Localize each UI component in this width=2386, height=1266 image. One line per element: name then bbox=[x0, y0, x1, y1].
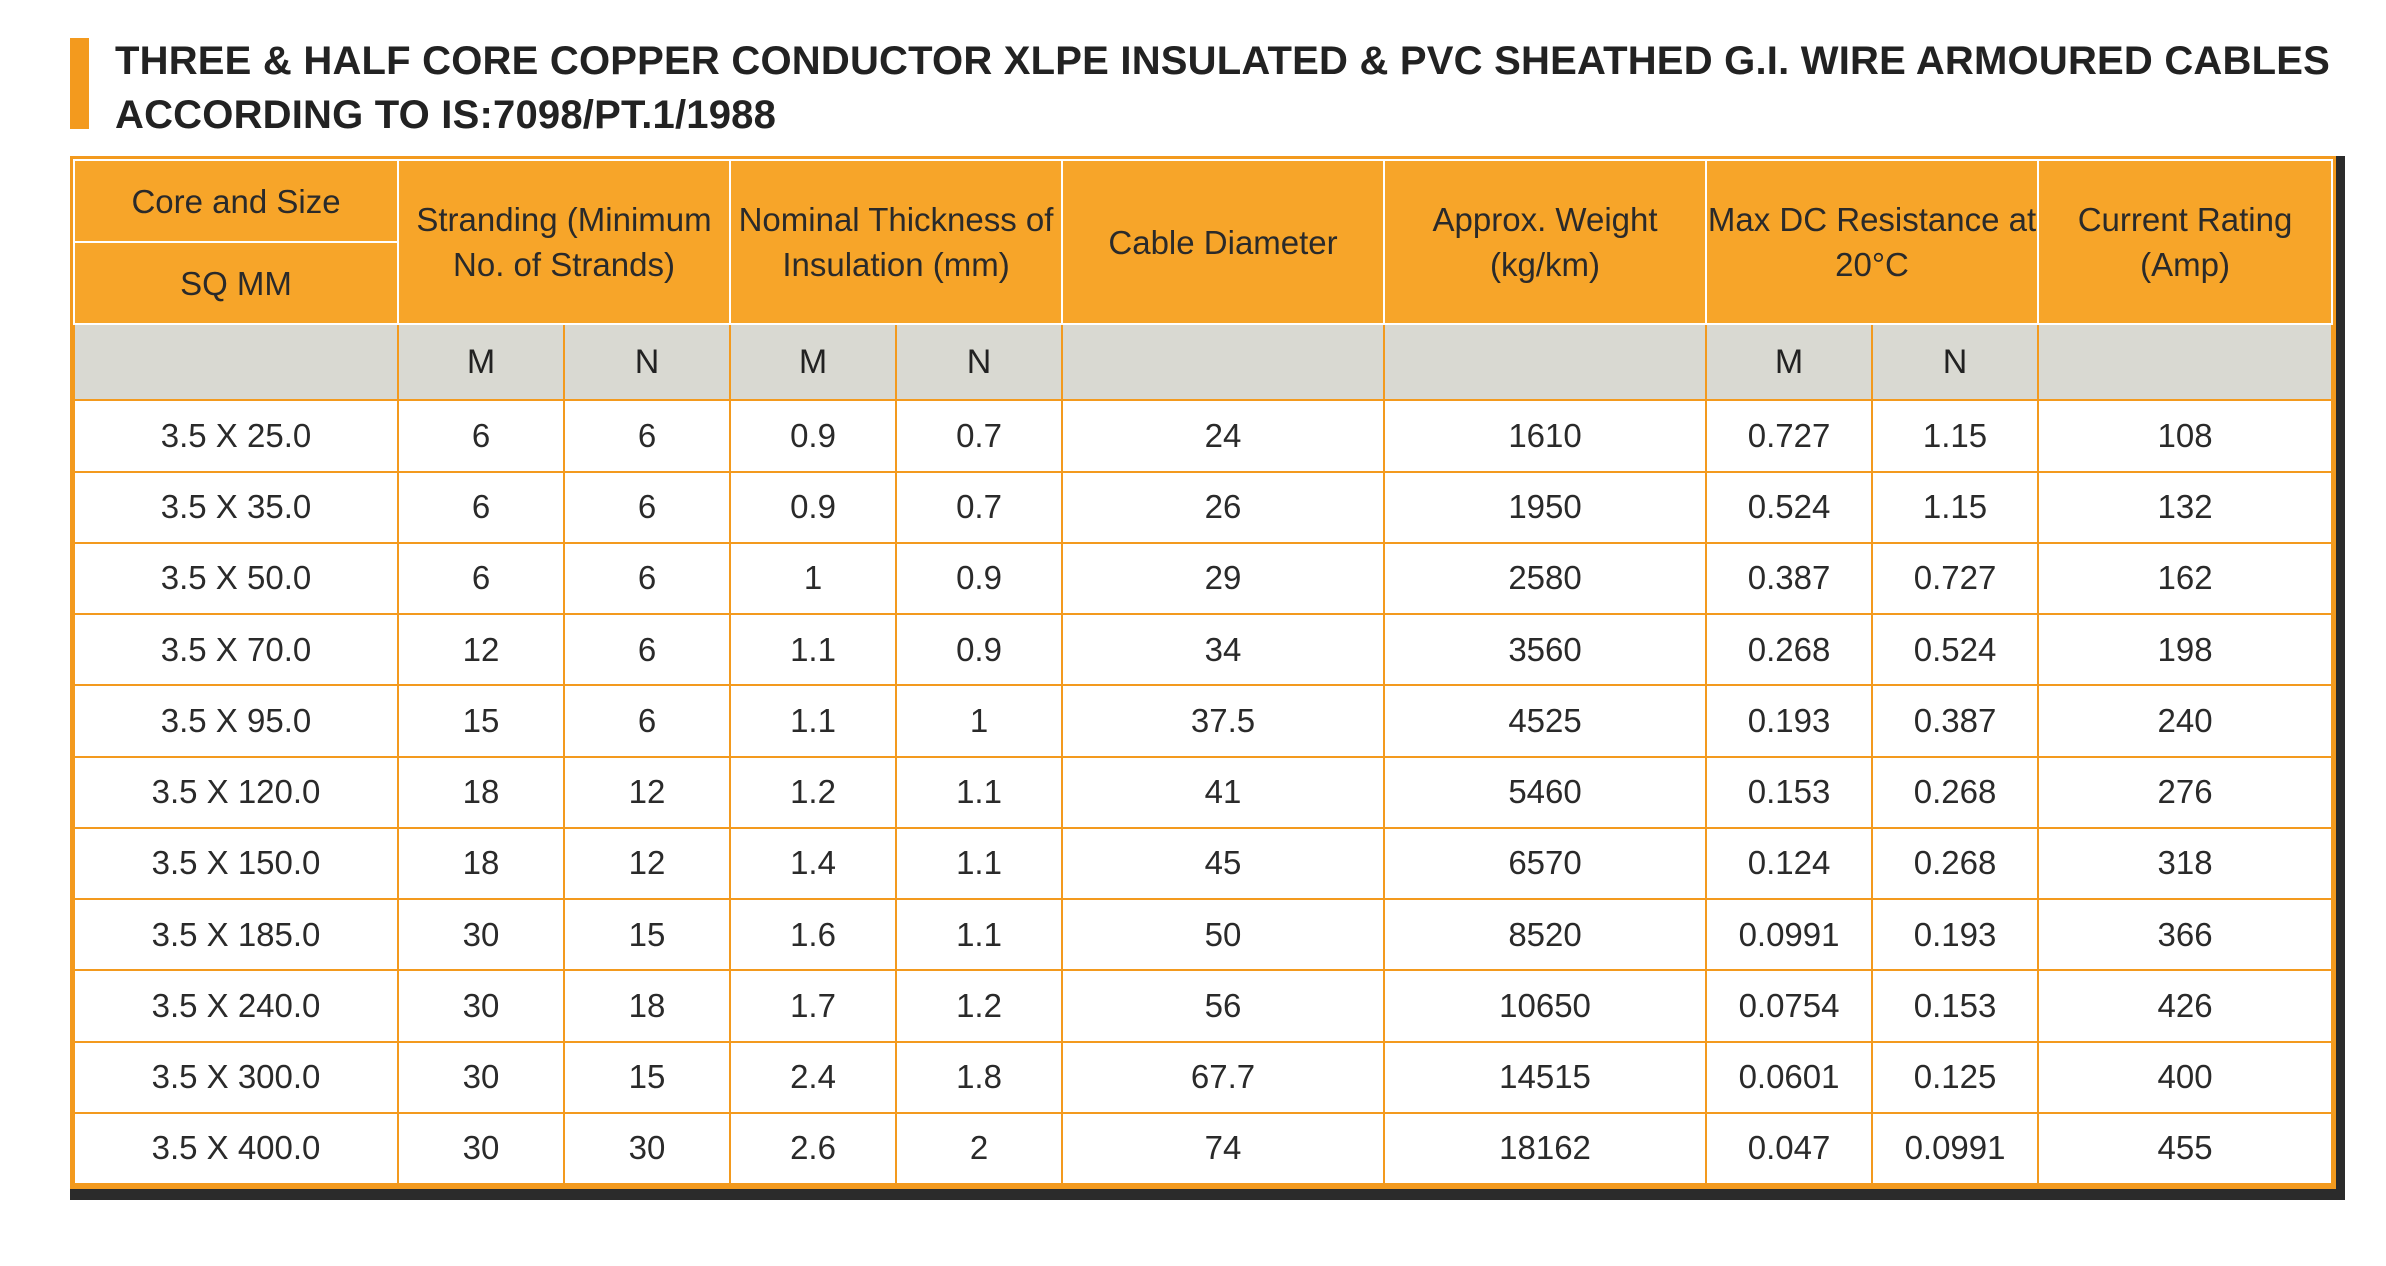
table-row bbox=[74, 828, 2332, 899]
header-current-rating: Current Rating (Amp) bbox=[2038, 160, 2332, 324]
cell-resistance-m: 0.268 bbox=[1706, 614, 1872, 685]
cell-current-rating: 132 bbox=[2038, 472, 2332, 543]
cell-stranding-n: 6 bbox=[564, 400, 730, 471]
cell-approx-weight: 1950 bbox=[1384, 472, 1706, 543]
cell-stranding-m: 18 bbox=[398, 828, 564, 899]
cell-approx-weight: 10650 bbox=[1384, 970, 1706, 1041]
cell-approx-weight: 6570 bbox=[1384, 828, 1706, 899]
cell-cable-diameter: 67.7 bbox=[1062, 1042, 1384, 1113]
header-stranding: Stranding (Minimum No. of Strands) bbox=[398, 160, 730, 324]
table-row bbox=[74, 1113, 2332, 1184]
header-core-and-size: Core and Size bbox=[74, 160, 398, 242]
subheader-empty bbox=[2038, 324, 2332, 400]
cell-insulation-m: 0.9 bbox=[730, 400, 896, 471]
cell-core-size: 3.5 X 300.0 bbox=[74, 1042, 398, 1113]
cell-current-rating: 240 bbox=[2038, 685, 2332, 756]
title-accent-bar bbox=[70, 38, 89, 129]
cell-cable-diameter: 24 bbox=[1062, 400, 1384, 471]
cell-insulation-n: 2 bbox=[896, 1113, 1062, 1184]
cell-approx-weight: 5460 bbox=[1384, 757, 1706, 828]
cell-current-rating: 426 bbox=[2038, 970, 2332, 1041]
title-line-1: THREE & HALF CORE COPPER CONDUCTOR XLPE INSULATED & PVC SHEATHED G.I. WIRE ARMOURED CABLES bbox=[115, 39, 2330, 83]
subheader-empty bbox=[1384, 324, 1706, 400]
title-line-2: ACCORDING TO IS:7098/PT.1/1988 bbox=[115, 93, 777, 137]
cell-stranding-m: 30 bbox=[398, 1042, 564, 1113]
cell-insulation-m: 2.4 bbox=[730, 1042, 896, 1113]
cell-core-size: 3.5 X 150.0 bbox=[74, 828, 398, 899]
cell-current-rating: 162 bbox=[2038, 543, 2332, 614]
cell-core-size: 3.5 X 70.0 bbox=[74, 614, 398, 685]
cell-core-size: 3.5 X 185.0 bbox=[74, 899, 398, 970]
cell-resistance-n: 1.15 bbox=[1872, 472, 2038, 543]
cell-stranding-n: 6 bbox=[564, 543, 730, 614]
header-insulation: Nominal Thickness of Insulation (mm) bbox=[730, 160, 1062, 324]
page-title bbox=[115, 34, 2330, 142]
cable-spec-table bbox=[73, 159, 2333, 1185]
cell-cable-diameter: 74 bbox=[1062, 1113, 1384, 1184]
cell-core-size: 3.5 X 25.0 bbox=[74, 400, 398, 471]
cell-insulation-m: 2.6 bbox=[730, 1113, 896, 1184]
cell-stranding-n: 15 bbox=[564, 899, 730, 970]
cell-insulation-n: 0.9 bbox=[896, 614, 1062, 685]
header-cable-diameter: Cable Diameter bbox=[1062, 160, 1384, 324]
cell-insulation-n: 1 bbox=[896, 685, 1062, 756]
cell-stranding-m: 30 bbox=[398, 970, 564, 1041]
subheader-resistance-n: N bbox=[1872, 324, 2038, 400]
cell-insulation-m: 1.1 bbox=[730, 685, 896, 756]
cell-current-rating: 276 bbox=[2038, 757, 2332, 828]
cell-stranding-m: 30 bbox=[398, 899, 564, 970]
subheader-stranding-n: N bbox=[564, 324, 730, 400]
cell-cable-diameter: 26 bbox=[1062, 472, 1384, 543]
cell-stranding-m: 18 bbox=[398, 757, 564, 828]
cell-resistance-m: 0.193 bbox=[1706, 685, 1872, 756]
cell-cable-diameter: 41 bbox=[1062, 757, 1384, 828]
cell-approx-weight: 2580 bbox=[1384, 543, 1706, 614]
cell-insulation-m: 1 bbox=[730, 543, 896, 614]
header-max-dc-resistance: Max DC Resistance at 20°C bbox=[1706, 160, 2038, 324]
table-row bbox=[74, 970, 2332, 1041]
cell-cable-diameter: 56 bbox=[1062, 970, 1384, 1041]
cell-approx-weight: 1610 bbox=[1384, 400, 1706, 471]
cell-stranding-m: 30 bbox=[398, 1113, 564, 1184]
cell-cable-diameter: 50 bbox=[1062, 899, 1384, 970]
cell-resistance-m: 0.047 bbox=[1706, 1113, 1872, 1184]
cell-stranding-n: 12 bbox=[564, 757, 730, 828]
cell-stranding-n: 12 bbox=[564, 828, 730, 899]
cell-resistance-m: 0.153 bbox=[1706, 757, 1872, 828]
cell-insulation-m: 1.7 bbox=[730, 970, 896, 1041]
cell-stranding-m: 6 bbox=[398, 472, 564, 543]
cell-cable-diameter: 45 bbox=[1062, 828, 1384, 899]
cell-resistance-m: 0.387 bbox=[1706, 543, 1872, 614]
cell-resistance-m: 0.727 bbox=[1706, 400, 1872, 471]
table-row bbox=[74, 757, 2332, 828]
cell-insulation-n: 0.7 bbox=[896, 400, 1062, 471]
cell-core-size: 3.5 X 95.0 bbox=[74, 685, 398, 756]
cell-insulation-m: 1.6 bbox=[730, 899, 896, 970]
table-row bbox=[74, 400, 2332, 471]
subheader-empty bbox=[1062, 324, 1384, 400]
cell-current-rating: 366 bbox=[2038, 899, 2332, 970]
cell-stranding-n: 6 bbox=[564, 472, 730, 543]
cell-insulation-n: 1.2 bbox=[896, 970, 1062, 1041]
table-row bbox=[74, 899, 2332, 970]
cell-stranding-n: 15 bbox=[564, 1042, 730, 1113]
cell-insulation-m: 1.1 bbox=[730, 614, 896, 685]
cell-resistance-n: 0.0991 bbox=[1872, 1113, 2038, 1184]
table-row bbox=[74, 1042, 2332, 1113]
cell-insulation-n: 1.1 bbox=[896, 899, 1062, 970]
cell-insulation-n: 0.9 bbox=[896, 543, 1062, 614]
cell-cable-diameter: 29 bbox=[1062, 543, 1384, 614]
header-approx-weight: Approx. Weight (kg/km) bbox=[1384, 160, 1706, 324]
cell-resistance-m: 0.0601 bbox=[1706, 1042, 1872, 1113]
header-sq-mm: SQ MM bbox=[74, 242, 398, 324]
subheader-insulation-m: M bbox=[730, 324, 896, 400]
table-row bbox=[74, 685, 2332, 756]
cell-resistance-m: 0.0991 bbox=[1706, 899, 1872, 970]
subheader-insulation-n: N bbox=[896, 324, 1062, 400]
cell-resistance-n: 0.268 bbox=[1872, 828, 2038, 899]
cell-resistance-n: 0.153 bbox=[1872, 970, 2038, 1041]
cell-core-size: 3.5 X 35.0 bbox=[74, 472, 398, 543]
cell-resistance-m: 0.124 bbox=[1706, 828, 1872, 899]
cell-resistance-m: 0.0754 bbox=[1706, 970, 1872, 1041]
cell-resistance-m: 0.524 bbox=[1706, 472, 1872, 543]
cell-stranding-n: 6 bbox=[564, 685, 730, 756]
cell-approx-weight: 4525 bbox=[1384, 685, 1706, 756]
cell-stranding-m: 6 bbox=[398, 400, 564, 471]
subheader-row bbox=[74, 324, 2332, 400]
table-row bbox=[74, 543, 2332, 614]
cell-current-rating: 455 bbox=[2038, 1113, 2332, 1184]
cell-core-size: 3.5 X 50.0 bbox=[74, 543, 398, 614]
cell-insulation-m: 0.9 bbox=[730, 472, 896, 543]
table-frame bbox=[70, 156, 2336, 1189]
cell-resistance-n: 0.268 bbox=[1872, 757, 2038, 828]
cell-stranding-n: 18 bbox=[564, 970, 730, 1041]
cell-approx-weight: 8520 bbox=[1384, 899, 1706, 970]
cell-stranding-n: 30 bbox=[564, 1113, 730, 1184]
cell-core-size: 3.5 X 240.0 bbox=[74, 970, 398, 1041]
cell-stranding-m: 15 bbox=[398, 685, 564, 756]
cell-stranding-m: 6 bbox=[398, 543, 564, 614]
cell-resistance-n: 0.193 bbox=[1872, 899, 2038, 970]
cell-cable-diameter: 37.5 bbox=[1062, 685, 1384, 756]
cell-stranding-m: 12 bbox=[398, 614, 564, 685]
subheader-resistance-m: M bbox=[1706, 324, 1872, 400]
cell-core-size: 3.5 X 400.0 bbox=[74, 1113, 398, 1184]
cell-insulation-m: 1.2 bbox=[730, 757, 896, 828]
cell-current-rating: 400 bbox=[2038, 1042, 2332, 1113]
cell-current-rating: 198 bbox=[2038, 614, 2332, 685]
cell-insulation-n: 1.1 bbox=[896, 828, 1062, 899]
cell-resistance-n: 0.125 bbox=[1872, 1042, 2038, 1113]
subheader-empty bbox=[74, 324, 398, 400]
cell-approx-weight: 18162 bbox=[1384, 1113, 1706, 1184]
cell-cable-diameter: 34 bbox=[1062, 614, 1384, 685]
cell-resistance-n: 0.727 bbox=[1872, 543, 2038, 614]
cell-stranding-n: 6 bbox=[564, 614, 730, 685]
cell-resistance-n: 1.15 bbox=[1872, 400, 2038, 471]
table-row bbox=[74, 472, 2332, 543]
cell-insulation-n: 1.1 bbox=[896, 757, 1062, 828]
subheader-stranding-m: M bbox=[398, 324, 564, 400]
cell-insulation-n: 0.7 bbox=[896, 472, 1062, 543]
cell-current-rating: 318 bbox=[2038, 828, 2332, 899]
cell-resistance-n: 0.387 bbox=[1872, 685, 2038, 756]
cell-insulation-n: 1.8 bbox=[896, 1042, 1062, 1113]
table-row bbox=[74, 614, 2332, 685]
cell-approx-weight: 14515 bbox=[1384, 1042, 1706, 1113]
cell-resistance-n: 0.524 bbox=[1872, 614, 2038, 685]
cell-core-size: 3.5 X 120.0 bbox=[74, 757, 398, 828]
cell-current-rating: 108 bbox=[2038, 400, 2332, 471]
cell-insulation-m: 1.4 bbox=[730, 828, 896, 899]
cell-approx-weight: 3560 bbox=[1384, 614, 1706, 685]
